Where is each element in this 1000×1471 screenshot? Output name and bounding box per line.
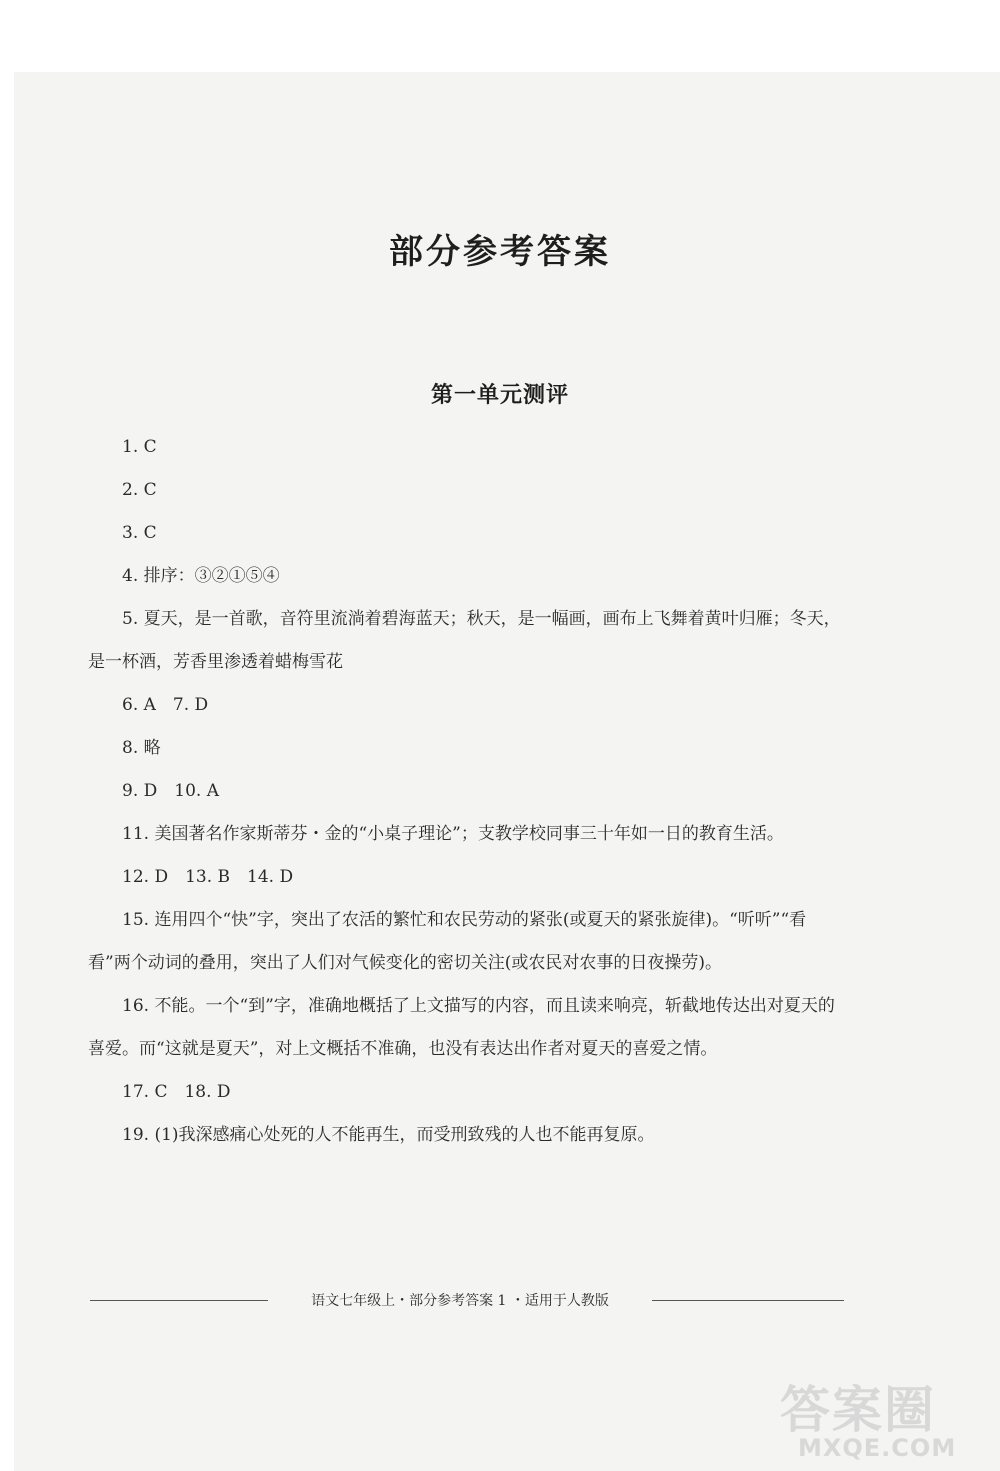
- answer-item: 9. D 10. A: [122, 781, 219, 801]
- answer-item: 15. 连用四个“快”字，突出了农活的繁忙和农民劳动的紧张(或夏天的紧张旋律)。“听听”“看看”两个动词的叠用，突出了人们对气候变化的密切关注(或农民对农事的日夜操劳)。: [88, 910, 807, 973]
- watermark-text: 答案圈: [780, 1381, 936, 1439]
- page-footer: 语文七年级上・部分参考答案 1 ・适用于人教版: [311, 1293, 609, 1309]
- answer-item: 16. 不能。一个“到”字，准确地概括了上文描写的内容，而且读来响亮，斩截地传达出对夏天的喜爱。而“这就是夏天”，对上文概括不准确，也没有表达出作者对夏天的喜爱之情。: [88, 996, 835, 1059]
- answer-list: [88, 426, 846, 1157]
- answer-item: 19. (1)我深感痛心处死的人不能再生，而受刑致残的人也不能再复原。: [122, 1125, 655, 1145]
- answer-item: 5. 夏天，是一首歌，音符里流淌着碧海蓝天；秋天，是一幅画，画布上飞舞着黄叶归雁；冬天，是一杯酒，芳香里渗透着蜡梅雪花: [88, 609, 841, 672]
- answer-item: 4. 排序：③②①⑤④: [122, 566, 280, 586]
- answer-item: 1. C: [122, 437, 157, 457]
- watermark-url: MXQE.COM: [798, 1434, 957, 1462]
- section-title: 第一单元测评: [430, 383, 569, 408]
- answer-item: 3. C: [122, 523, 157, 543]
- answer-item: 8. 略: [122, 738, 161, 758]
- page-title: 部分参考答案: [389, 232, 611, 272]
- footer-rule-left: [90, 1300, 268, 1301]
- answer-item: 17. C 18. D: [122, 1082, 231, 1102]
- answer-item: 6. A 7. D: [122, 695, 209, 715]
- answer-item: 11. 美国著名作家斯蒂芬・金的“小桌子理论”；支教学校同事三十年如一日的教育生活。: [122, 824, 784, 844]
- answer-item: 12. D 13. B 14. D: [122, 867, 294, 887]
- answer-item: 2. C: [122, 480, 157, 500]
- watermark-logo: [780, 1370, 990, 1466]
- footer-rule-right: [652, 1300, 844, 1301]
